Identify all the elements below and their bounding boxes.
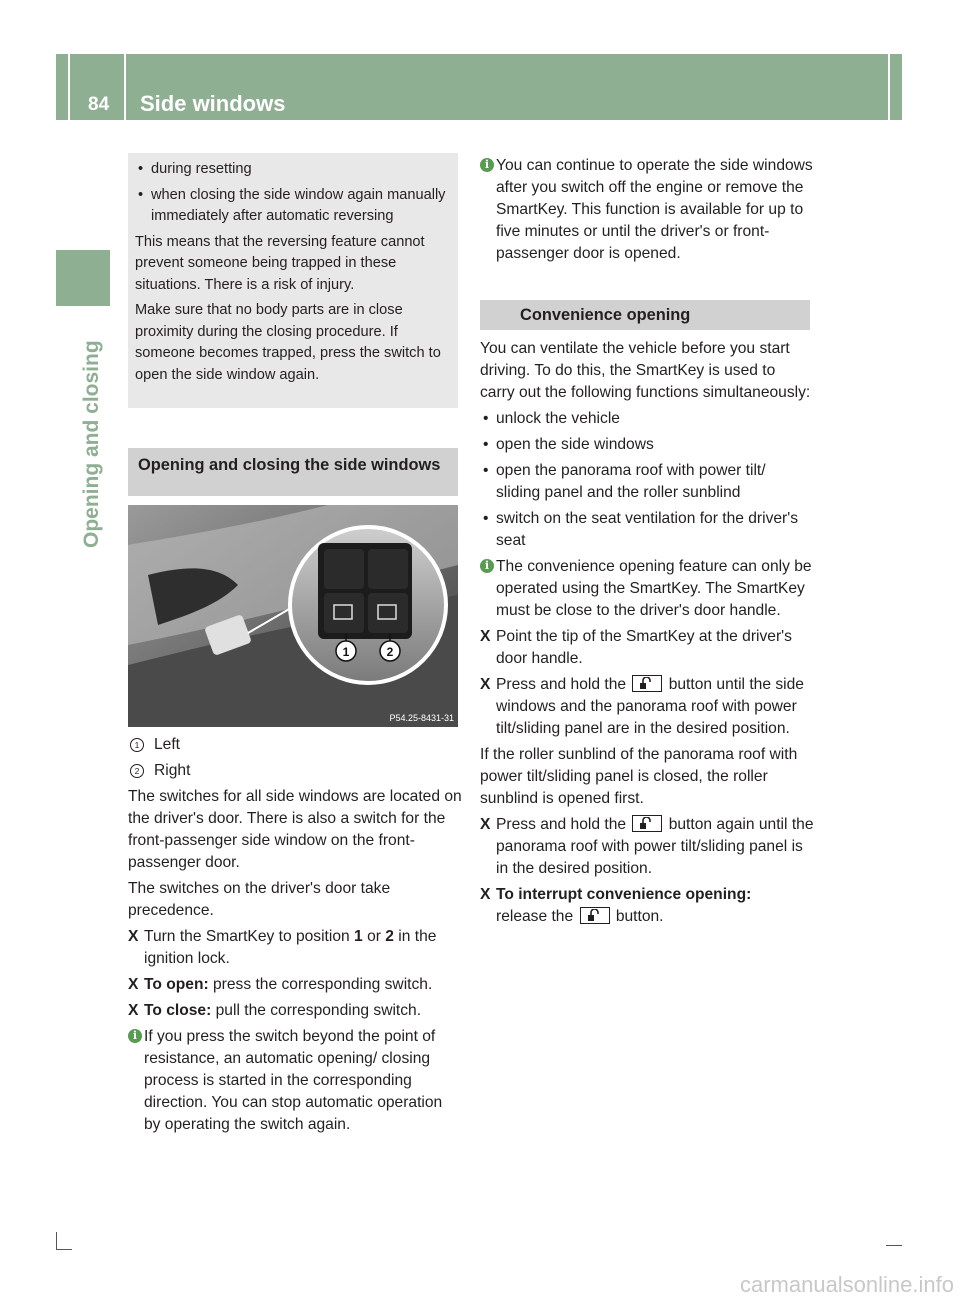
list-item: • when closing the side window again manually immediately after automatic reversing (135, 185, 451, 228)
crop-mark (56, 1232, 57, 1250)
legend-item-left (128, 734, 462, 756)
unlock-icon (632, 675, 662, 692)
step-marker-icon: X (480, 816, 491, 833)
step-marker-icon: X (128, 1002, 139, 1019)
legend-text: Right (154, 762, 191, 779)
section-heading: Convenience opening (480, 300, 810, 330)
page-title: Side windows (140, 91, 286, 116)
legend-number: 1 (130, 738, 144, 752)
watermark: carmanualsonline.info (739, 1272, 954, 1297)
info-note: i The convenience opening feature can only be operated using the SmartKey. The SmartKey must be close to the driver's door handle. (480, 556, 814, 622)
step-marker-icon: X (128, 976, 139, 993)
right-column-top (480, 155, 814, 269)
step-marker-icon: X (480, 628, 491, 645)
step-marker-icon: X (480, 886, 491, 903)
list-item: • open the panorama roof with power tilt/ sliding panel and the roller sunblind (480, 460, 814, 504)
list-item: • during resetting (135, 159, 451, 181)
instruction-step: X To close: pull the corresponding switch. (128, 1000, 462, 1022)
info-icon: i (480, 559, 494, 573)
crop-mark (886, 1245, 902, 1246)
body-paragraph: The switches on the driver's door take precedence. (128, 880, 391, 919)
step-marker-icon: X (128, 928, 139, 945)
header-divider (888, 54, 890, 122)
instruction-step: X Point the tip of the SmartKey at the driver's door handle. (480, 628, 792, 667)
instruction-step: X To open: press the corresponding switch. (128, 974, 462, 996)
info-note: i You can continue to operate the side windows after you switch off the engine or remove the SmartKey. This function is available for up to five minutes or until the driver's or front-passenger door is opened. (480, 155, 814, 265)
info-note: i If you press the switch beyond the point of resistance, an automatic opening/ closing process is started in the corresponding direction. You can stop automatic operation by operating the switch again. (128, 1026, 462, 1136)
body-paragraph: If the roller sunblind of the panorama roof with power tilt/sliding panel is closed, the roller sunblind is opened first. (480, 746, 798, 807)
unlock-icon (632, 815, 662, 832)
list-item: • open the side windows (480, 434, 814, 456)
instruction-step: X Press and hold the button until the side windows and the panorama roof with power tilt/sliding panel are in the desired position. (480, 676, 804, 737)
crop-mark (56, 1249, 72, 1250)
warning-paragraph: This means that the reversing feature cannot prevent someone being trapped in these situations. There is a risk of injury. (135, 233, 425, 293)
figure-code: P54.25-8431-31 (389, 713, 454, 723)
callout-2: 2 (386, 645, 394, 659)
door-panel-illustration (128, 505, 458, 727)
instruction-step: X Press and hold the button again until the panorama roof with power tilt/sliding panel is in the desired position. (480, 816, 814, 877)
section-heading: Opening and closing the side windows (128, 448, 458, 496)
list-item: • switch on the seat ventilation for the driver's seat (480, 508, 814, 552)
info-icon: i (480, 158, 494, 172)
body-paragraph: The switches for all side windows are located on the driver's door. There is also a switch for the front-passenger side window on the front-passenger door. (128, 788, 462, 871)
instruction-step: X To interrupt convenience opening: release the button. (480, 886, 752, 925)
legend-number: 2 (130, 764, 144, 778)
legend-item-right (128, 760, 462, 782)
warning-box (128, 153, 458, 408)
list-item: • unlock the vehicle (480, 408, 814, 430)
page-number: 84 (88, 94, 110, 115)
unlock-icon (580, 907, 610, 924)
right-column (480, 338, 814, 932)
chapter-label: Opening and closing (80, 340, 103, 548)
header-divider (68, 54, 70, 122)
info-icon: i (128, 1029, 142, 1043)
callout-1: 1 (342, 645, 350, 659)
body-paragraph: You can ventilate the vehicle before you start driving. To do this, the SmartKey is used to carry out the following functions simultaneously: (480, 340, 811, 401)
legend-text: Left (154, 736, 181, 753)
warning-paragraph: Make sure that no body parts are in close proximity during the closing procedure. If someone becomes trapped, press the switch to open the side window again. (135, 302, 441, 383)
step-marker-icon: X (480, 676, 491, 693)
left-column (128, 734, 462, 1140)
door-switch-photo (128, 505, 458, 727)
header-divider (124, 54, 126, 122)
chapter-tab (56, 250, 110, 306)
instruction-step: X Turn the SmartKey to position 1 or 2 in the ignition lock. (128, 928, 437, 967)
